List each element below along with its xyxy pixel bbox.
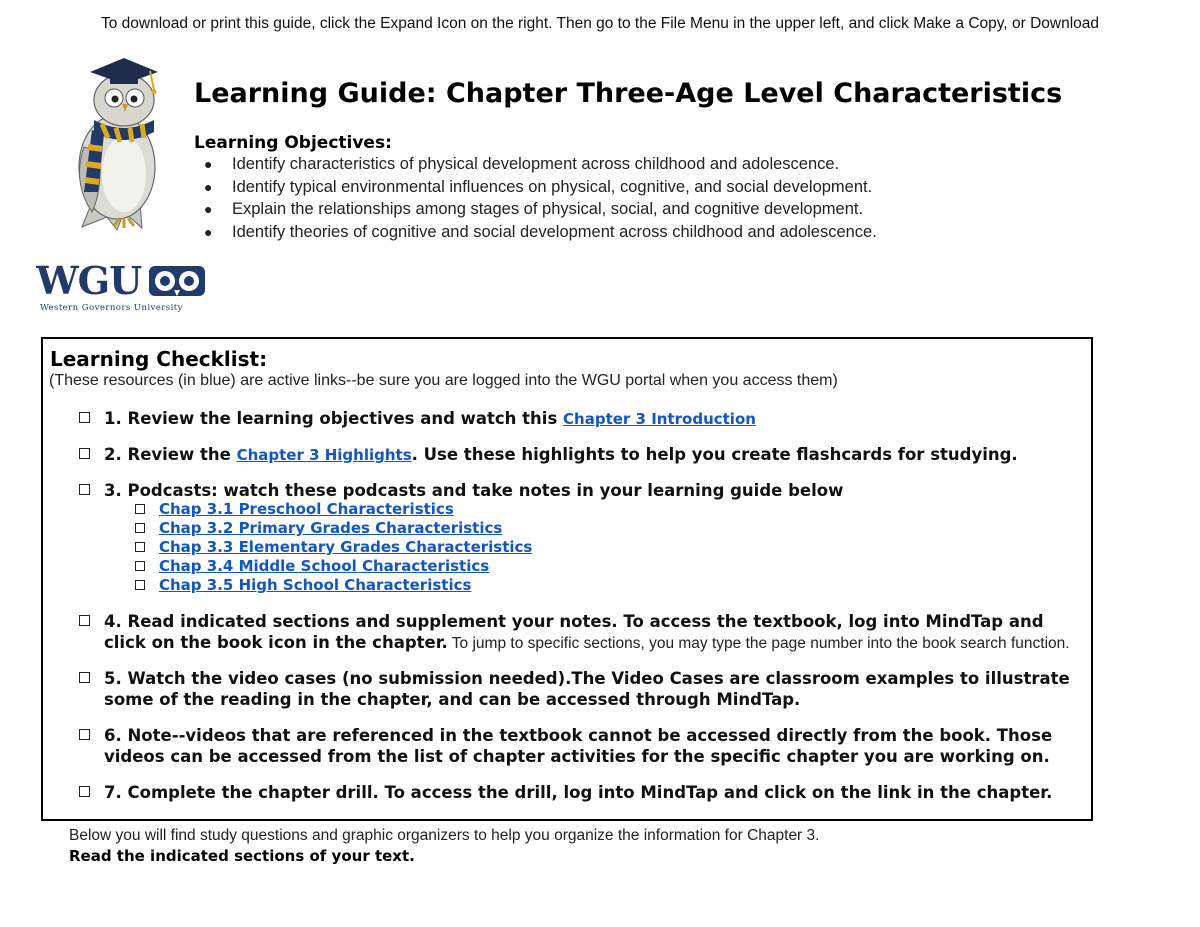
learning-checklist — [41, 337, 1093, 821]
study-intro-text: Below you will find study questions and graphic organizers to help you organize the information for Chapter 3. — [69, 827, 820, 844]
checkbox-icon[interactable] — [79, 484, 90, 495]
podcast-item — [135, 500, 454, 519]
bullet-icon: ● — [204, 156, 213, 172]
wgu-university-name: Western Governors University — [40, 303, 183, 313]
podcast-item — [135, 519, 502, 538]
checkbox-icon[interactable] — [135, 542, 145, 552]
bullet-icon: ● — [204, 223, 213, 240]
owl-mascot-image — [62, 52, 172, 234]
objectives-heading: Learning Objectives: — [194, 133, 392, 153]
objective-item: ● Identify characteristics of physical development across childhood and adolescence. — [204, 153, 877, 176]
checklist-title: Learning Checklist: — [50, 347, 268, 371]
checkbox-icon[interactable] — [135, 580, 145, 590]
checkbox-icon[interactable] — [135, 523, 145, 533]
checklist-item-5: 5. Watch the video cases (no submission needed).The Video Cases are classroom examples to illustrate some of the reading in the chapter, and can be accessed through MindTap. — [79, 668, 1089, 710]
download-instructions: To download or print this guide, click the Expand Icon on the right. Then go to the File Menu in the upper left, and click Make a Copy, or Download — [100, 15, 1100, 32]
bullet-icon: ● — [204, 201, 213, 217]
checklist-item-3: 3. Podcasts: watch these podcasts and take notes in your learning guide below — [79, 480, 1089, 501]
checklist-item-6: 6. Note--videos that are referenced in the textbook cannot be accessed directly from the book. Those videos can be accessed from the list of chapter activities for the specific chapter you are working on. — [79, 725, 1089, 767]
wgu-logo — [36, 260, 208, 316]
podcast-link[interactable]: Chap 3.5 High School Characteristics — [159, 576, 472, 594]
bullet-icon: ● — [204, 178, 213, 195]
checklist-item-7: 7. Complete the chapter drill. To access the drill, log into MindTap and click on the link in the chapter. — [79, 782, 1089, 803]
checkbox-icon[interactable] — [135, 504, 145, 514]
checkbox-icon[interactable] — [79, 448, 90, 459]
checklist-subtitle: (These resources (in blue) are active links--be sure you are logged into the WGU portal when you access them) — [49, 372, 838, 389]
podcast-item — [135, 557, 489, 576]
checklist-item-4: 4. Read indicated sections and supplement your notes. To access the textbook, log into MindTap and click on the book icon in the chapter. To jump to specific sections, you may type the page number into the book search function. — [79, 611, 1089, 654]
podcast-item — [135, 576, 471, 595]
podcast-link[interactable]: Chap 3.3 Elementary Grades Characteristics — [159, 538, 533, 556]
checkbox-icon[interactable] — [79, 615, 90, 626]
objectives-list — [204, 153, 877, 243]
podcast-item — [135, 538, 532, 557]
checkbox-icon[interactable] — [79, 412, 90, 423]
wgu-wordmark: WGU — [36, 260, 142, 303]
podcast-link[interactable]: Chap 3.4 Middle School Characteristics — [159, 557, 490, 575]
read-sections-instruction: Read the indicated sections of your text. — [69, 847, 415, 865]
page-title: Learning Guide: Chapter Three-Age Level Characteristics — [194, 78, 1063, 109]
checkbox-icon[interactable] — [135, 561, 145, 571]
chapter-intro-link[interactable]: Chapter 3 Introduction — [563, 410, 756, 428]
podcast-link[interactable]: Chap 3.2 Primary Grades Characteristics — [159, 519, 503, 537]
objective-item: ● Identify typical environmental influences on physical, cognitive, and social development. — [204, 176, 877, 199]
checkbox-icon[interactable] — [79, 786, 90, 797]
checklist-item-2: 2. Review the Chapter 3 Highlights. Use these highlights to help you create flashcards for studying. — [79, 444, 1089, 466]
checklist-item-1: 1. Review the learning objectives and watch this Chapter 3 Introduction — [79, 408, 1089, 430]
podcast-link[interactable]: Chap 3.1 Preschool Characteristics — [159, 500, 454, 518]
objective-item: ● Explain the relationships among stages of physical, social, and cognitive development. — [204, 198, 877, 221]
checkbox-icon[interactable] — [79, 672, 90, 683]
checkbox-icon[interactable] — [79, 729, 90, 740]
chapter-highlights-link[interactable]: Chapter 3 Highlights — [236, 446, 412, 464]
objective-item: ● Identify theories of cognitive and social development across childhood and adolescence. — [204, 221, 877, 244]
